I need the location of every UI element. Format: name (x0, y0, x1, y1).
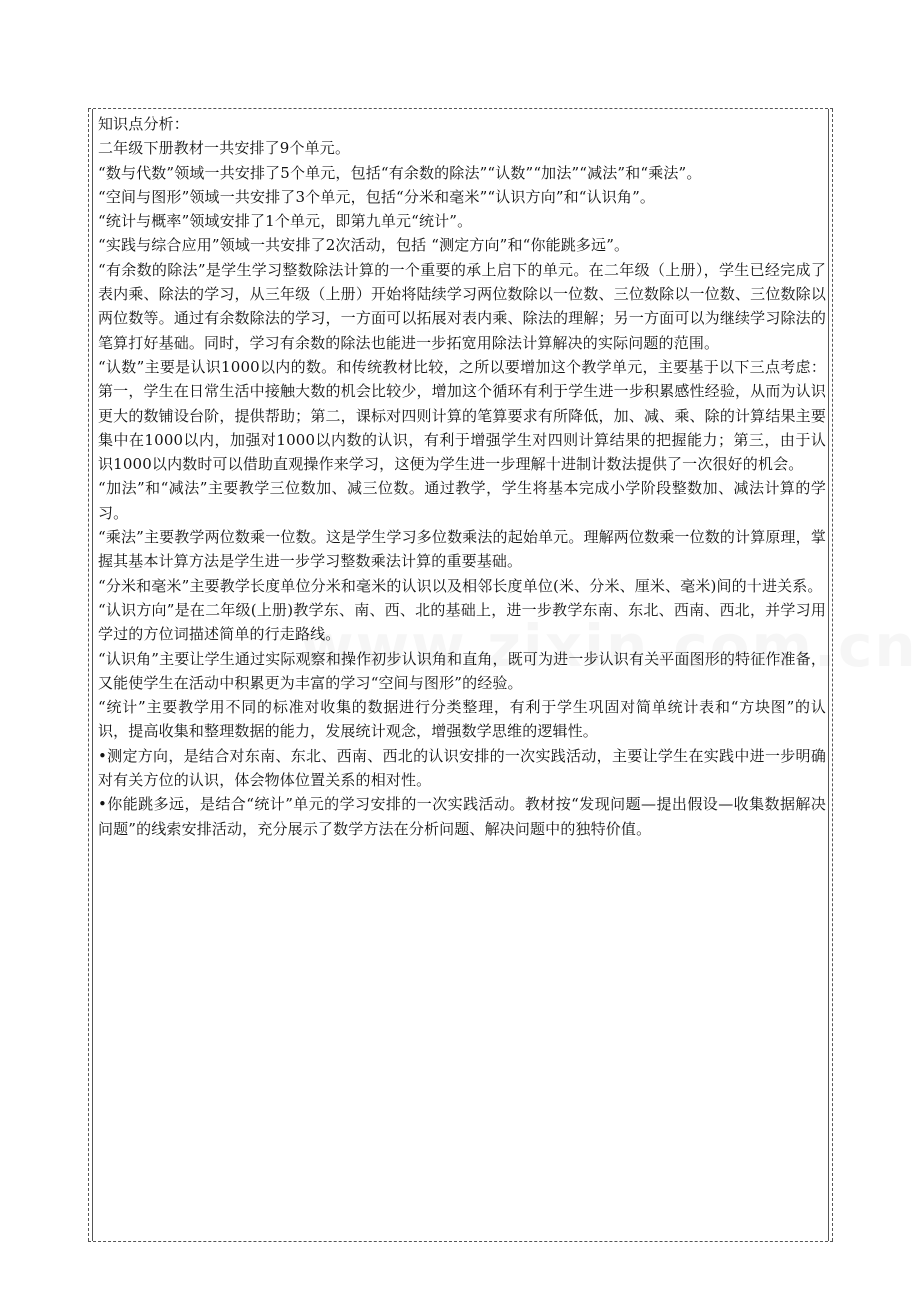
paragraph: “数与代数”领域一共安排了5个单元，包括“有余数的除法”“认数”“加法”“减法”和“乘法”。 (98, 163, 702, 182)
document-content (98, 112, 826, 841)
frame-left-inner-line (92, 109, 93, 1241)
paragraph: 二年级下册教材一共安排了9个单元。 (98, 139, 351, 158)
paragraph: “实践与综合应用”领域一共安排了2次活动，包括 “测定方向”和“你能跳多远”。 (98, 236, 630, 255)
paragraph: “认数”主要是认识1000以内的数。和传统教材比较，之所以要增加这个教学单元，主要基于以下三点考虑：第一，学生在日常生活中接触大数的机会比较少，增加这个循环有利于学生进一步积累感性经验，从而为认识更大的数铺设台阶，提供帮助；第二，课标对四则计算的笔算要求有所降低，加、减、乘、除的计算结果主要集中在1000以内，加强对1000以内数的认识，有利于增强学生对四则计算结果的把握能力；第三，由于认识1000以内数时可以借助直观操作来学习，这便为学生进一步理解十进制计数法提供了一次很好的机会。 (98, 357, 826, 474)
frame-right-inner-line (828, 109, 829, 1241)
paragraph: “认识角”主要让学生通过实际观察和操作初步认识角和直角，既可为进一步认识有关平面图形的特征作准备，又能使学生在活动中积累更为丰富的学习“空间与图形”的经验。 (98, 649, 826, 692)
paragraph: “分米和毫米”主要教学长度单位分米和毫米的认识以及相邻长度单位(米、分米、厘米、毫米)间的十进关系。 (98, 576, 823, 595)
paragraph: “统计与概率”领域安排了1个单元，即第九单元“统计”。 (98, 212, 473, 231)
frame-right-outer-line (832, 109, 833, 1241)
paragraph: “统计”主要教学用不同的标准对收集的数据进行分类整理，有利于学生巩固对简单统计表和“方块图”的认识，提高收集和整理数据的能力，发展统计观念，增强数学思维的逻辑性。 (98, 698, 826, 741)
paragraph: “乘法”主要教学两位数乘一位数。这是学生学习多位数乘法的起始单元。理解两位数乘一位数的计算原理，掌握其基本计算方法是学生进一步学习整数乘法计算的重要基础。 (98, 528, 826, 571)
section-heading: 知识点分析： (98, 115, 189, 133)
bullet-item: •你能跳多远，是结合“统计”单元的学习安排的一次实践活动。教材按“发现问题—提出假设—收集数据解决问题”的线索安排活动，充分展示了数学方法在分析问题、解决问题中的独特价值。 (98, 795, 826, 838)
bullet-item: •测定方向，是结合对东南、东北、西南、西北的认识安排的一次实践活动，主要让学生在实践中进一步明确对有关方位的认识，体会物体位置关系的相对性。 (98, 746, 826, 790)
paragraph: “认识方向”是在二年级(上册)教学东、南、西、北的基础上，进一步教学东南、东北、西南、西北，并学习用学过的方位词描述简单的行走路线。 (98, 600, 826, 644)
paragraph: “有余数的除法”是学生学习整数除法计算的一个重要的承上启下的单元。在二年级（上册），学生已经完成了表内乘、除法的学习，从三年级（上册）开始将陆续学习两位数除以一位数、三位数除以一位数、三位数除以两位数等。通过有余数除法的学习，一方面可以拓展对表内乘、除法的理解；另一方面可以为继续学习除法的笔算打好基础。同时，学习有余数的除法也能进一步拓宽用除法计算解决的实际问题的范围。 (98, 260, 826, 352)
paragraph: “空间与图形”领域一共安排了3个单元，包括“分米和毫米”“认识方向”和“认识角”。 (98, 187, 656, 206)
paragraph: “加法”和“减法”主要教学三位数加、减三位数。通过教学，学生将基本完成小学阶段整数加、减法计算的学习。 (98, 479, 826, 522)
frame-left-outer-line (88, 109, 89, 1241)
